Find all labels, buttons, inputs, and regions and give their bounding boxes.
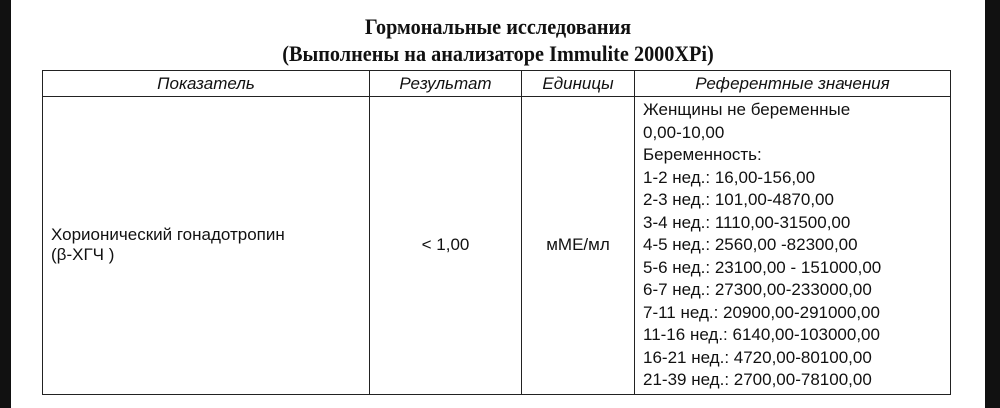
indicator-cell bbox=[43, 97, 370, 395]
column-header-units: Единицы bbox=[522, 71, 635, 97]
indicator-name: Хорионический гонадотропин bbox=[51, 225, 285, 245]
reference-line: 2-3 нед.: 101,00-4870,00 bbox=[643, 190, 834, 209]
reference-line: 4-5 нед.: 2560,00 -82300,00 bbox=[643, 235, 858, 254]
table-row bbox=[43, 97, 951, 395]
report-subtitle: (Выполнены на анализаторе Immulite 2000XPi) bbox=[282, 41, 714, 66]
results-table bbox=[42, 70, 951, 395]
reference-line: 1-2 нед.: 16,00-156,00 bbox=[643, 167, 816, 187]
reference-cell bbox=[635, 97, 951, 395]
reference-line: Беременность: bbox=[643, 145, 762, 164]
reference-line: 7-11 нед.: 20900,00-291000,00 bbox=[643, 302, 880, 322]
units-cell: мМЕ/мл bbox=[522, 97, 635, 395]
reference-line: 5-6 нед.: 23100,00 - 151000,00 bbox=[643, 257, 882, 277]
reference-line: 16-21 нед.: 4720,00-80100,00 bbox=[643, 347, 872, 367]
reference-line: 11-16 нед.: 6140,00-103000,00 bbox=[643, 325, 880, 344]
document-page bbox=[11, 0, 985, 408]
column-header-reference: Референтные значения bbox=[635, 71, 951, 97]
column-header-indicator: Показатель bbox=[43, 71, 370, 97]
reference-line: 0,00-10,00 bbox=[643, 122, 725, 142]
indicator-abbr: (β-ХГЧ ) bbox=[51, 245, 115, 265]
result-cell: < 1,00 bbox=[370, 97, 522, 395]
report-title: Гормональные исследования bbox=[364, 14, 632, 39]
reference-line: 6-7 нед.: 27300,00-233000,00 bbox=[643, 280, 872, 299]
reference-line: 3-4 нед.: 1110,00-31500,00 bbox=[643, 212, 851, 232]
reference-line: 21-39 нед.: 2700,00-78100,00 bbox=[643, 370, 872, 389]
reference-line: Женщины не беременные bbox=[643, 100, 851, 119]
table-header-row bbox=[43, 71, 951, 97]
column-header-result: Результат bbox=[370, 71, 522, 97]
